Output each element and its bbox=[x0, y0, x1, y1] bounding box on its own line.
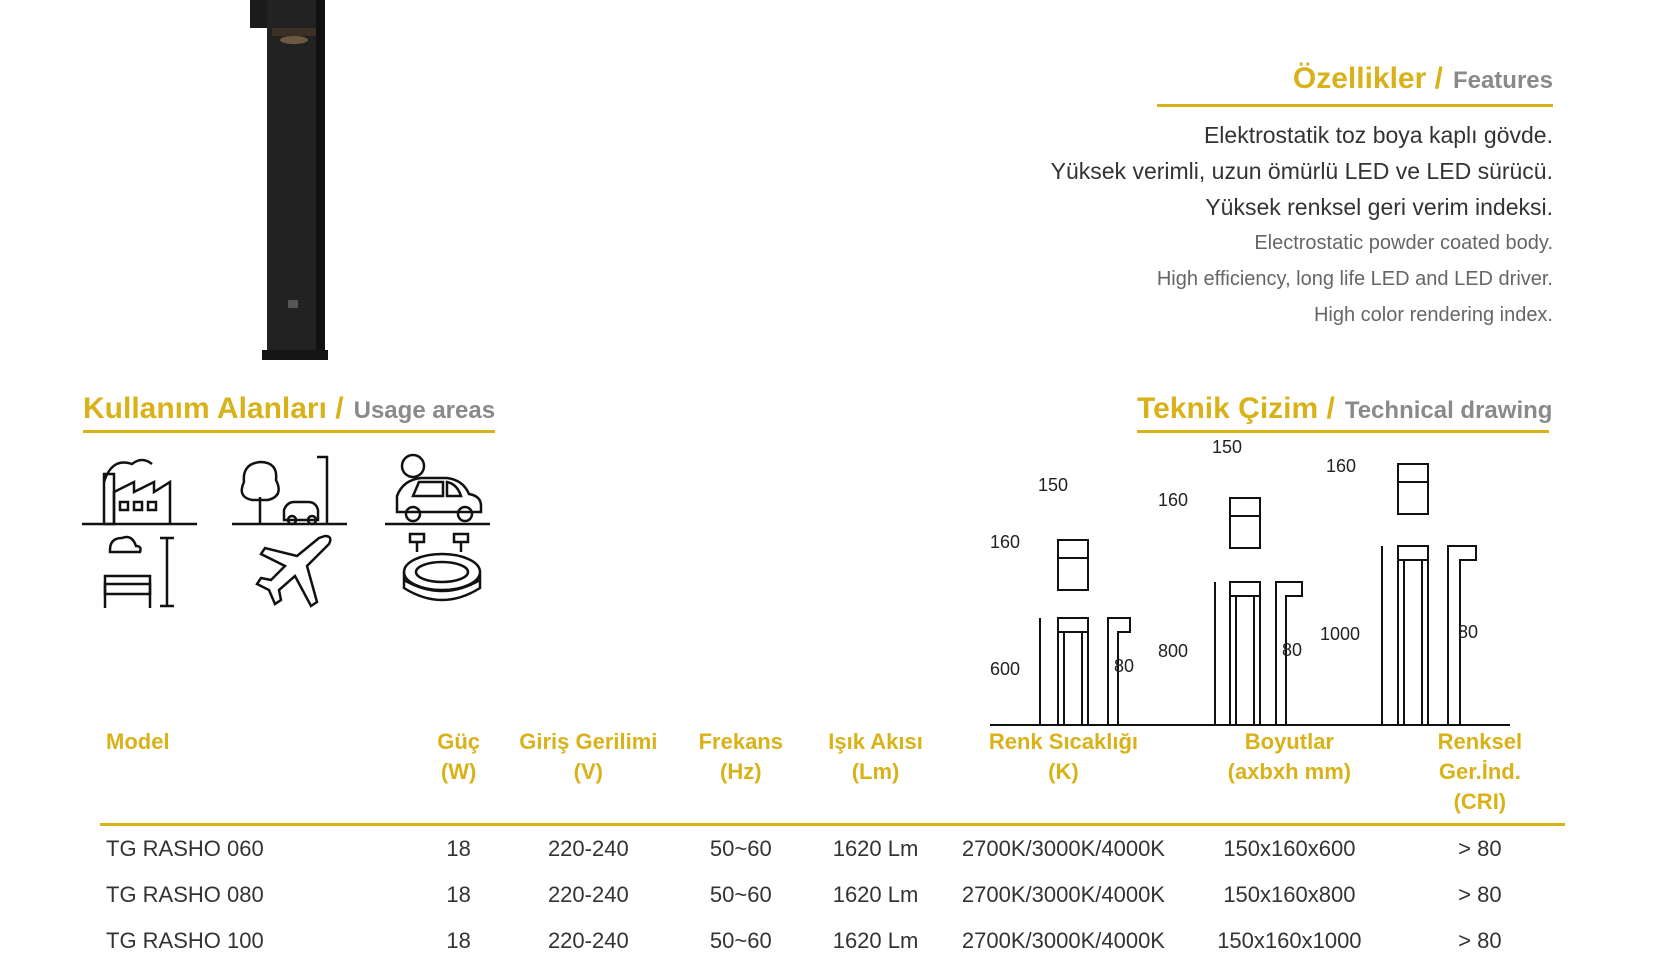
header-power: Güç (W) bbox=[414, 725, 503, 825]
header-luminous-flux: Işık Akısı (Lm) bbox=[808, 725, 943, 825]
dim-side: 80 bbox=[1458, 622, 1479, 642]
technical-title-tr: Teknik Çizim / bbox=[1137, 392, 1335, 425]
feature-item-en: Electrostatic powder coated body. bbox=[1254, 232, 1553, 254]
drawing-model-600 bbox=[990, 475, 1134, 725]
cell-luminous-flux: 1620 Lm bbox=[832, 882, 919, 907]
cell-power: 18 bbox=[446, 836, 471, 861]
feature-item-en: High efficiency, long life LED and LED driver. bbox=[1156, 268, 1553, 290]
stadium-icon bbox=[402, 532, 492, 610]
cell-model: TG RASHO 100 bbox=[106, 928, 264, 953]
usage-section bbox=[83, 392, 495, 433]
usage-title-en: Usage areas bbox=[353, 397, 496, 424]
dim-top-height: 160 bbox=[990, 532, 1021, 552]
cell-power: 18 bbox=[446, 928, 471, 953]
dim-top-width: 150 bbox=[1038, 475, 1069, 495]
table-header-row bbox=[100, 725, 1565, 825]
cell-frequency: 50~60 bbox=[709, 882, 772, 907]
dim-height: 600 bbox=[990, 659, 1021, 679]
features-title bbox=[1157, 62, 1553, 107]
features-section bbox=[913, 62, 1553, 333]
cell-color-temp: 2700K/3000K/4000K bbox=[961, 882, 1165, 907]
cell-frequency: 50~60 bbox=[709, 928, 772, 953]
cell-color-temp: 2700K/3000K/4000K bbox=[961, 836, 1165, 861]
features-title-en: Features bbox=[1452, 67, 1553, 94]
bench-lamp-icon bbox=[102, 532, 182, 610]
table-row bbox=[100, 918, 1565, 964]
cell-frequency: 50~60 bbox=[709, 836, 772, 861]
car-service-icon bbox=[385, 452, 500, 527]
dim-height: 800 bbox=[1158, 641, 1189, 661]
cell-luminous-flux: 1620 Lm bbox=[832, 836, 919, 861]
dim-height: 1000 bbox=[1320, 624, 1361, 644]
feature-item-tr: Yüksek verimli, uzun ömürlü LED ve LED sürücü. bbox=[1050, 158, 1553, 184]
cell-dimensions: 150x160x800 bbox=[1223, 882, 1356, 907]
dim-top-height: 160 bbox=[1326, 456, 1357, 476]
factory-icon bbox=[82, 452, 197, 527]
feature-item-tr: Yüksek renksel geri verim indeksi. bbox=[1205, 194, 1553, 220]
cell-cri: > 80 bbox=[1458, 882, 1502, 907]
technical-title bbox=[1137, 392, 1553, 433]
product-image bbox=[250, 0, 350, 380]
header-voltage: Giriş Gerilimi (V) bbox=[503, 725, 673, 825]
header-cri: Renksel Ger.İnd. (CRI) bbox=[1395, 725, 1565, 825]
dim-top-height: 160 bbox=[1158, 490, 1189, 510]
features-title-tr: Özellikler / bbox=[1292, 62, 1443, 95]
cell-voltage: 220-240 bbox=[547, 928, 629, 953]
feature-item-tr: Elektrostatik toz boya kaplı gövde. bbox=[1203, 122, 1553, 148]
header-color-temp: Renk Sıcaklığı (K) bbox=[943, 725, 1184, 825]
dim-side: 80 bbox=[1114, 656, 1135, 676]
cell-cri: > 80 bbox=[1458, 928, 1502, 953]
cell-model: TG RASHO 060 bbox=[106, 836, 264, 861]
header-model: Model bbox=[100, 725, 414, 825]
header-dimensions: Boyutlar (axbxh mm) bbox=[1184, 725, 1395, 825]
cell-power: 18 bbox=[446, 882, 471, 907]
feature-item-en: High color rendering index. bbox=[1313, 304, 1553, 326]
table-row bbox=[100, 825, 1565, 873]
technical-section bbox=[1137, 392, 1553, 433]
usage-title-tr: Kullanım Alanları / bbox=[83, 392, 344, 425]
cell-voltage: 220-240 bbox=[547, 882, 629, 907]
cell-cri: > 80 bbox=[1458, 836, 1502, 861]
dim-top-width: 150 bbox=[1212, 440, 1243, 457]
technical-title-en: Technical drawing bbox=[1344, 397, 1553, 424]
drawing-model-800 bbox=[1158, 440, 1302, 725]
usage-title bbox=[83, 392, 495, 433]
header-frequency: Frekans (Hz) bbox=[673, 725, 808, 825]
park-road-icon bbox=[232, 452, 347, 527]
drawing-model-1000 bbox=[1320, 440, 1478, 725]
cell-dimensions: 150x160x600 bbox=[1223, 836, 1356, 861]
cell-model: TG RASHO 080 bbox=[106, 882, 264, 907]
cell-luminous-flux: 1620 Lm bbox=[832, 928, 919, 953]
table-row bbox=[100, 872, 1565, 918]
cell-color-temp: 2700K/3000K/4000K bbox=[961, 928, 1165, 953]
spec-table bbox=[100, 725, 1565, 964]
airplane-icon bbox=[255, 532, 335, 610]
technical-drawing bbox=[990, 440, 1520, 730]
cell-voltage: 220-240 bbox=[547, 836, 629, 861]
dim-side: 80 bbox=[1282, 640, 1303, 660]
cell-dimensions: 150x160x1000 bbox=[1217, 928, 1362, 953]
